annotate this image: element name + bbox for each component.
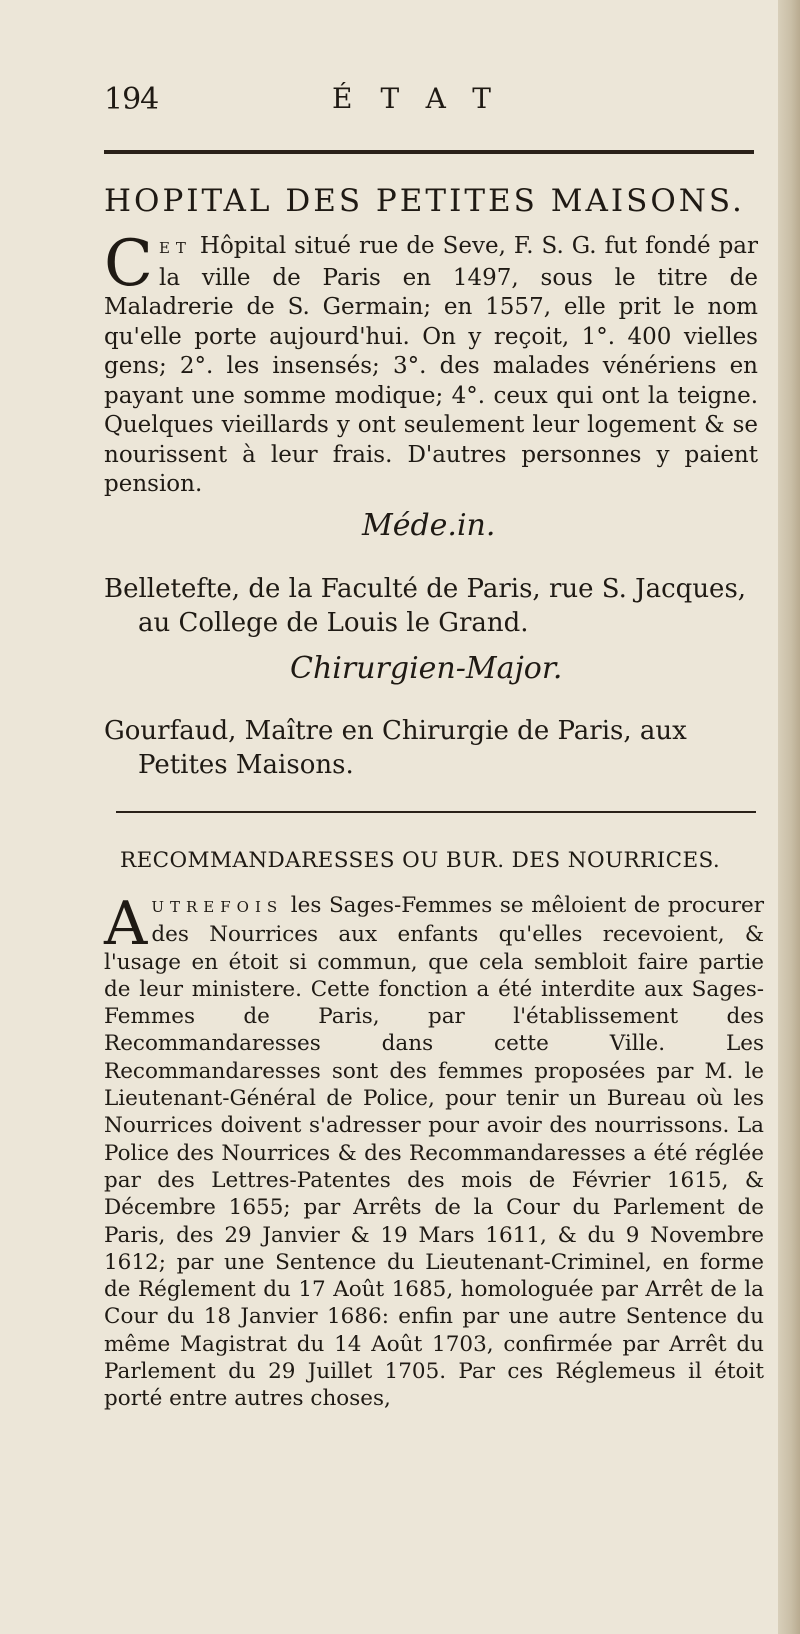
section-title-recommandaresses: RECOMMANDARESSES OU BUR. DES NOURRICES. [120,848,721,873]
chirurgien-name-line: Gourfaud, Maître en Chirurgie de Paris, aux [104,716,687,746]
drop-cap-a: A [104,889,148,959]
section-title-hopital: HOPITAL DES PETITES MAISONS. [104,183,745,219]
medecin-entry [104,572,754,640]
page-number: 194 [104,82,159,117]
chirurgien-address-line: Petites Maisons. [138,750,354,780]
lead-small-caps: ET [158,239,192,257]
header-rule [104,150,754,154]
section-rule [116,811,756,813]
recommandaresses-text: les Sages-Femmes se mêloient de procurer des Nourrices aux enfants qu'elles recevoient, & l'usage en étoit si commun, que cela sembloit faire partie de leur ministere. Cette fonction a été interdite aux Sages-Femmes de Paris, par l'établissement des Recommandaresses dans cette Ville. Les Recommandaresses sont des femmes proposées par M. le Lieutenant-Général de Police, pour tenir un Bureau où les Nourrices doivent s'adresser pour avoir des nourrissons. La Police des Nourrices & des Recommandaresses a été réglée par des Lettres-Patentes des mois de Février 1615, & Décembre 1655; par Arrêts de la Cour du Parlement de Paris, des 29 Janvier & 19 Mars 1611, & du 9 Novembre 1612; par une Sentence du Lieutenant-Criminel, en forme de Réglement du 17 Août 1685, homologuée par Arrêt de la Cour du 18 Janvier 1686: enfin par une autre Sentence du même Magistrat du 14 Août 1703, confirmée par Arrêt du Parlement du 29 Juillet 1705. Par ces Réglemeus il étoit porté entre autres choses, [104,893,765,1412]
hopital-paragraph [104,227,758,497]
lead-small-caps-2: UTREFOIS [151,898,284,916]
recommandaresses-paragraph [104,889,765,1432]
medecin-address-line: au College de Louis le Grand. [138,608,529,638]
running-header [104,82,754,122]
drop-cap-c: C [104,227,153,301]
medecin-name-line: Belletefte, de la Faculté de Paris, rue S. Jacques, [104,574,747,604]
chirurgien-entry [104,714,754,782]
medecin-heading: Méde.in. [362,508,496,543]
hopital-text: Hôpital situé rue de Seve, F. S. G. fut fondé par la ville de Paris en 1497, sous le titre de Maladrerie de S. Germain; en 1557, elle prit le nom qu'elle porte aujourd'hui. On y reçoit, 1°. 400 vielles gens; 2°. les insensés; 3°. des malades vénériens en payant une somme modique; 4°. ceux qui ont la teigne. Quelques vieillards y ont seulement leur logement & se nourissent à leur frais. D'autres personnes y paient pension. [104,233,758,497]
running-title: ÉTAT [332,82,519,115]
chirurgien-heading: Chirurgien-Major. [290,651,563,686]
page-edge [778,0,800,1634]
